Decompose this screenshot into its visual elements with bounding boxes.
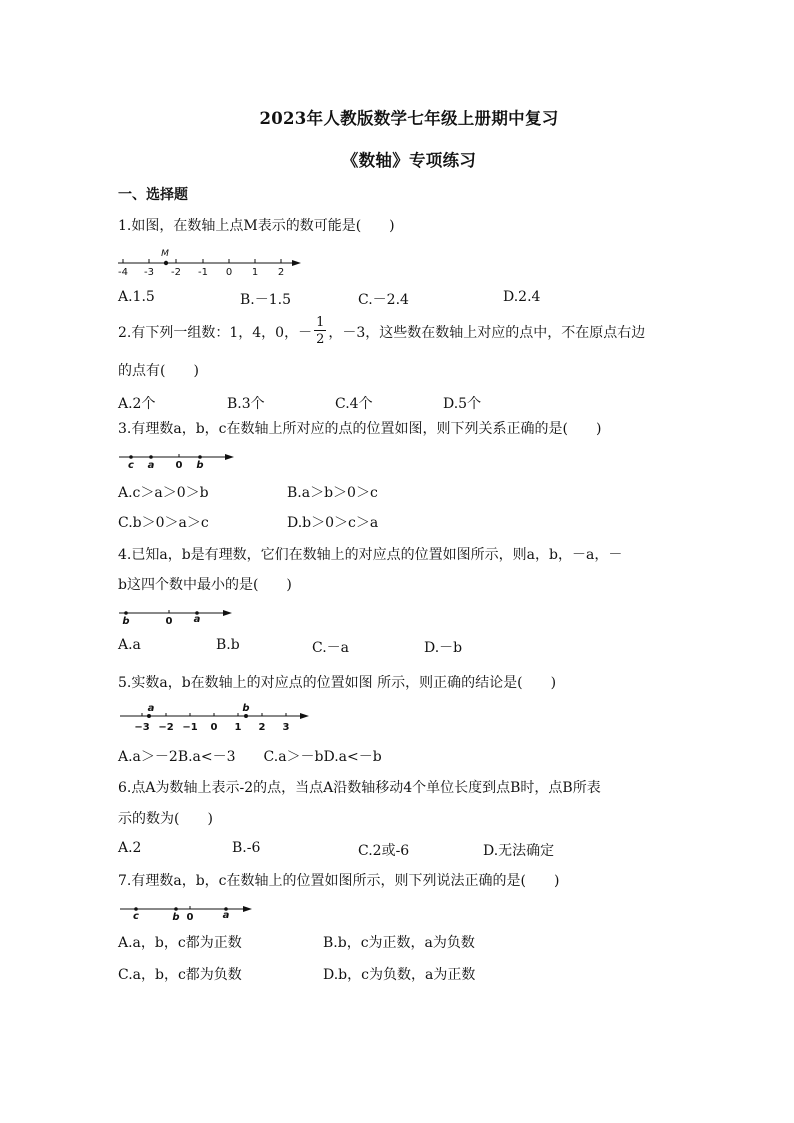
question-2-stem-line2: 的点有( ) <box>118 363 199 379</box>
question-7-stem: 7.有理数a，b，c在数轴上的位置如图所示，则下列说法正确的是( ) <box>118 873 560 889</box>
question-1-option-a: A.1.5 <box>118 289 155 305</box>
question-2-option-b: B.3个 <box>227 396 265 412</box>
question-3-stem: 3.有理数a，b，c在数轴上所对应的点的位置如图，则下列关系正确的是( ) <box>118 421 602 437</box>
label-zero: 0 <box>175 460 183 471</box>
question-3-number-line <box>115 449 240 471</box>
label-b: b <box>172 912 180 923</box>
tick-label: 1 <box>251 267 259 278</box>
fraction-one-half: $\frac{1}{2}$ <box>316 315 325 347</box>
question-4-stem-line2: b这四个数中最小的是( ) <box>118 577 292 593</box>
tick-label: 1 <box>234 722 242 733</box>
question-4-option-b: B.b <box>216 637 240 653</box>
point-a-label: a <box>147 703 155 714</box>
label-c: c <box>128 460 134 471</box>
question-5-stem: 5.实数a，b在数轴上的对应点的位置如图 所示，则正确的结论是( ) <box>118 675 557 691</box>
question-2-option-d: D.5个 <box>443 396 482 412</box>
question-1-stem: 1.如图，在数轴上点M表示的数可能是( ) <box>118 218 395 234</box>
question-6-option-b: B.-6 <box>232 840 261 856</box>
question-2-stem-start: 2.有下列一组数：1，4，0，－ <box>118 325 313 341</box>
tick-label: 2 <box>258 722 266 733</box>
question-4-option-c: C.－a <box>312 640 350 656</box>
tick-label: 0 <box>210 722 218 733</box>
question-7-option-c: C.a，b，c都为负数 <box>118 967 242 983</box>
tick-label: −3 <box>134 722 150 733</box>
label-a: a <box>147 460 155 471</box>
label-zero: 0 <box>165 616 173 627</box>
question-2-stem <box>118 316 645 350</box>
tick-label: -2 <box>171 267 181 278</box>
question-3-option-d: D.b＞0＞c＞a <box>287 515 379 531</box>
point-m <box>164 261 168 265</box>
section-heading: 一、选择题 <box>118 187 188 203</box>
question-3-option-a: A.c＞a＞0＞b <box>118 485 209 501</box>
question-5-number-line <box>118 701 313 733</box>
question-3-option-b: B.a＞b＞0＞c <box>287 485 378 501</box>
question-4-number-line <box>115 606 240 628</box>
question-4-stem-line1: 4.已知a，b是有理数，它们在数轴上的对应点的位置如图所示，则a，b，－a，－ <box>118 547 623 563</box>
question-6-stem-line2: 示的数为( ) <box>118 811 213 827</box>
tick-label: 0 <box>225 267 233 278</box>
label-zero: 0 <box>186 912 194 923</box>
point-m-label: M <box>161 249 169 259</box>
label-a: a <box>222 910 230 921</box>
document-subtitle: 《数轴》专项练习 <box>341 151 477 170</box>
question-1-option-d: D.2.4 <box>503 289 541 305</box>
label-b: b <box>122 616 130 627</box>
question-6-stem-line1: 6.点A为数轴上表示-2的点，当点A沿数轴移动4个单位长度到点B时，点B所表 <box>118 780 601 796</box>
question-7-number-line <box>118 901 263 925</box>
point-b <box>244 714 248 718</box>
question-2-option-a: A.2个 <box>118 396 156 412</box>
question-2-option-c: C.4个 <box>335 396 373 412</box>
question-4-option-a: A.a <box>118 637 141 653</box>
tick-label: -4 <box>118 267 128 278</box>
question-7-option-a: A.a，b，c都为正数 <box>118 935 242 951</box>
question-1-option-b: B.－1.5 <box>240 292 292 308</box>
question-2-stem-end: ，－3，这些数在数轴上对应的点中，不在原点右边 <box>328 325 646 341</box>
tick-label: 2 <box>277 267 285 278</box>
question-5-options: A.a＞－2B.a<－3 C.a＞－bD.a<－b <box>118 749 382 765</box>
question-3-option-c: C.b＞0＞a＞c <box>118 515 209 531</box>
tick-label: −1 <box>182 722 198 733</box>
question-4-option-d: D.－b <box>424 640 463 656</box>
document-title: 2023年人教版数学七年级上册期中复习 <box>259 109 559 128</box>
label-c: c <box>133 911 139 922</box>
tick-label: −2 <box>158 722 174 733</box>
tick-label: -3 <box>144 267 154 278</box>
question-1-number-line <box>115 245 305 277</box>
tick-label: -1 <box>198 267 208 278</box>
label-b: b <box>196 460 204 471</box>
tick-label: 3 <box>282 722 290 733</box>
point-a <box>147 714 151 718</box>
question-7-option-d: D.b，c为负数，a为正数 <box>323 967 476 983</box>
point-b-label: b <box>242 703 250 714</box>
question-7-option-b: B.b，c为正数，a为负数 <box>323 935 475 951</box>
question-1-option-c: C.－2.4 <box>358 292 409 308</box>
question-6-option-c: C.2或-6 <box>358 843 410 859</box>
question-6-option-a: A.2 <box>118 840 142 856</box>
question-6-option-d: D.无法确定 <box>483 843 555 859</box>
label-a: a <box>193 614 201 625</box>
